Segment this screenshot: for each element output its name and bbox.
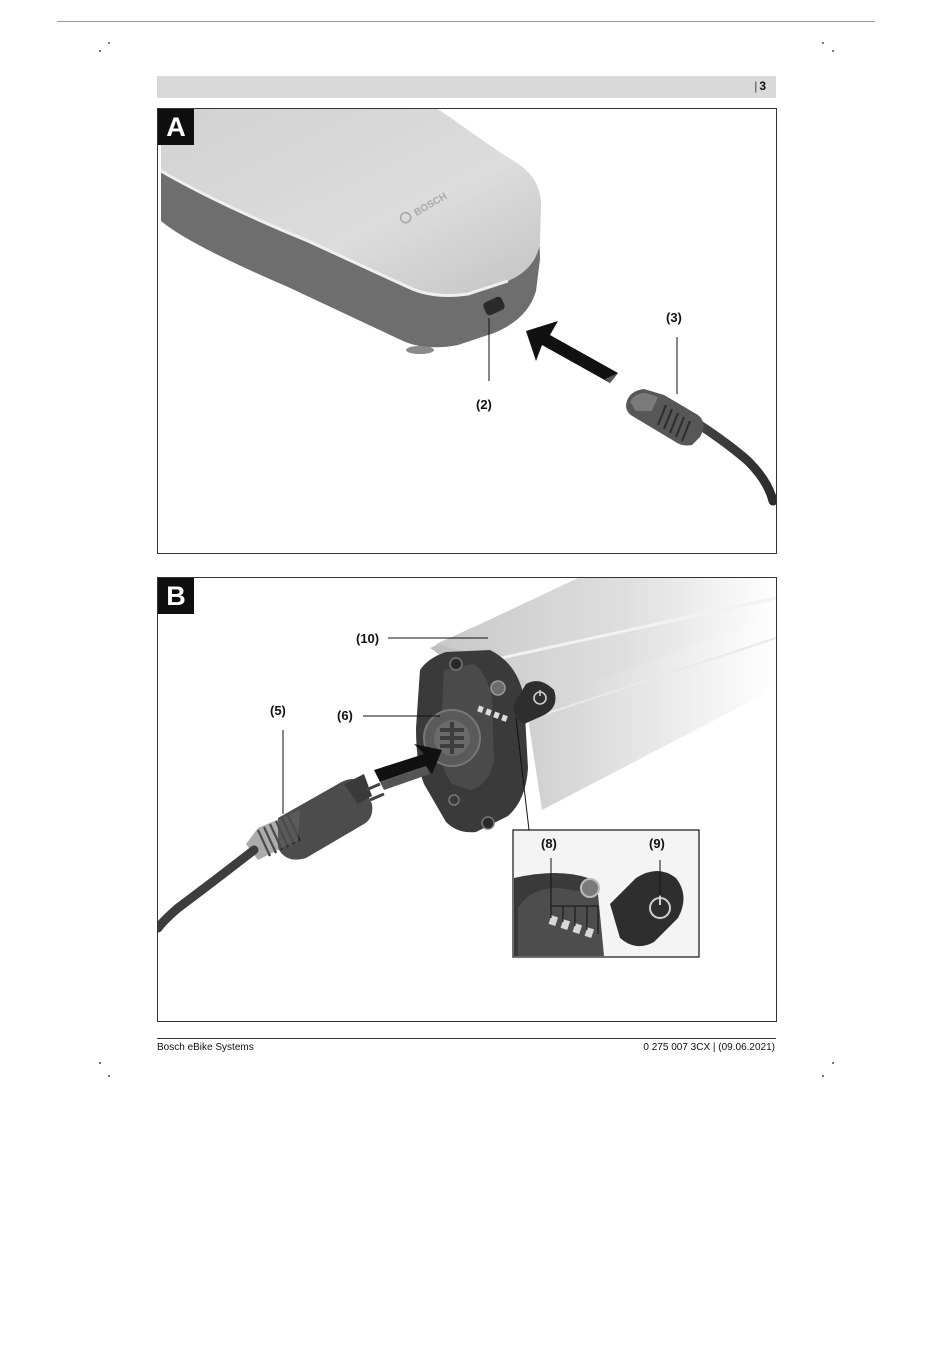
crop-mark bbox=[832, 1062, 834, 1064]
callout-8: (8) bbox=[541, 836, 557, 851]
footer-publisher: Bosch eBike Systems bbox=[157, 1042, 254, 1053]
callout-6: (6) bbox=[337, 708, 353, 723]
callout-10: (10) bbox=[356, 631, 380, 646]
figure-a-letter: A bbox=[158, 109, 194, 145]
figure-a bbox=[157, 108, 777, 554]
page-number: | 3 bbox=[754, 79, 766, 93]
footer-doc-number: 0 275 007 3CX | (09.06.2021) bbox=[643, 1042, 775, 1053]
callout-2: (2) bbox=[476, 397, 492, 412]
figure-a-illustration bbox=[158, 109, 776, 553]
charger-plug-5 bbox=[246, 774, 384, 860]
crop-mark bbox=[822, 1075, 824, 1077]
crop-mark bbox=[99, 50, 101, 52]
figure-b-illustration bbox=[158, 578, 776, 1021]
figure-b bbox=[157, 577, 777, 1022]
cable-5 bbox=[158, 850, 254, 928]
page-header-bar bbox=[157, 76, 776, 98]
crop-mark bbox=[99, 1062, 101, 1064]
crop-mark bbox=[822, 42, 824, 44]
plug-3 bbox=[626, 389, 704, 446]
callout-3: (3) bbox=[666, 310, 682, 325]
callout-9: (9) bbox=[649, 836, 665, 851]
svg-text:BOSCH: BOSCH bbox=[412, 191, 450, 219]
footer-rule bbox=[157, 1038, 776, 1039]
crop-mark bbox=[832, 50, 834, 52]
device-foot bbox=[406, 346, 434, 354]
crop-mark bbox=[108, 1075, 110, 1077]
top-rule bbox=[57, 21, 875, 22]
insert-arrow bbox=[526, 321, 618, 383]
callout-5: (5) bbox=[270, 703, 286, 718]
crop-mark bbox=[108, 42, 110, 44]
figure-b-letter: B bbox=[158, 578, 194, 614]
